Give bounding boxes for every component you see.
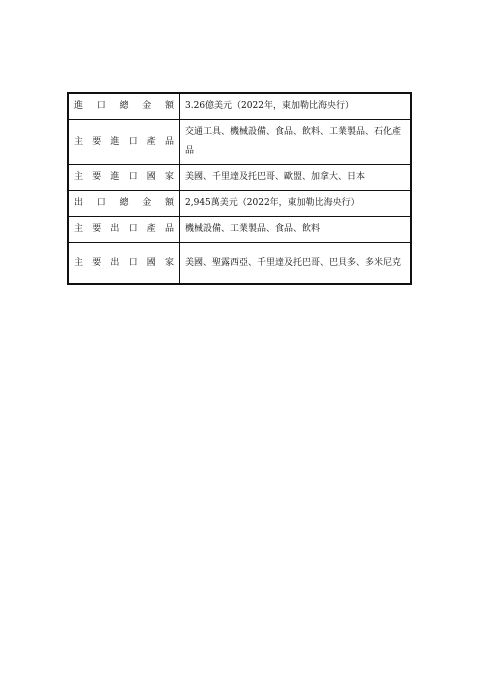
row-value: 美國、千里達及托巴哥、歐盟、加拿大、日本: [180, 165, 412, 191]
table-row: [68, 191, 411, 217]
label-char: 額: [164, 198, 174, 208]
label-char: 要: [92, 172, 102, 182]
label-char: 口: [96, 198, 106, 208]
row-label: [68, 191, 180, 217]
label-char: 產: [146, 224, 156, 234]
label-char: 口: [96, 101, 106, 111]
label-char: 要: [92, 136, 102, 147]
label-char: 口: [128, 136, 138, 147]
label-char: 金: [142, 101, 152, 111]
label-char: 品: [164, 224, 174, 234]
row-label: [68, 217, 180, 243]
label-char: 國: [146, 172, 156, 182]
label-char: 要: [92, 224, 102, 234]
table-row: [68, 165, 411, 191]
row-value: 3.26億美元（2022年，東加勒比海央行）: [180, 93, 412, 120]
label-char: 產: [146, 136, 156, 147]
label-char: 主: [74, 172, 84, 182]
table-row: [68, 120, 411, 165]
label-char: 品: [164, 136, 174, 147]
label-char: 出: [110, 224, 120, 234]
row-label: [68, 93, 180, 120]
row-value: 機械設備、工業製品、食品、飲料: [180, 217, 412, 243]
trade-statistics-table: [67, 92, 412, 285]
label-char: 出: [74, 198, 84, 208]
label-char: 家: [164, 172, 174, 182]
label-char: 出: [110, 257, 120, 268]
row-value: 美國、聖露西亞、千里達及托巴哥、巴貝多、多米尼克: [180, 243, 412, 285]
row-label: [68, 243, 180, 285]
label-char: 總: [119, 198, 129, 208]
table-row: [68, 217, 411, 243]
label-char: 總: [119, 101, 129, 111]
row-label: [68, 120, 180, 165]
label-char: 進: [110, 136, 120, 147]
label-char: 家: [164, 257, 174, 268]
row-label: [68, 165, 180, 191]
label-char: 主: [74, 257, 84, 268]
table-row: [68, 93, 411, 120]
label-char: 國: [146, 257, 156, 268]
label-char: 主: [74, 136, 84, 147]
label-char: 額: [164, 101, 174, 111]
table-row: [68, 243, 411, 285]
label-char: 進: [110, 172, 120, 182]
row-value: 2,945萬美元（2022年，東加勒比海央行）: [180, 191, 412, 217]
label-char: 金: [142, 198, 152, 208]
label-char: 口: [128, 257, 138, 268]
row-value: 交通工具、機械設備、食品、飲料、工業製品、石化產品: [180, 120, 412, 165]
label-char: 要: [92, 257, 102, 268]
label-char: 口: [128, 224, 138, 234]
label-char: 口: [128, 172, 138, 182]
label-char: 進: [74, 101, 84, 111]
label-char: 主: [74, 224, 84, 234]
